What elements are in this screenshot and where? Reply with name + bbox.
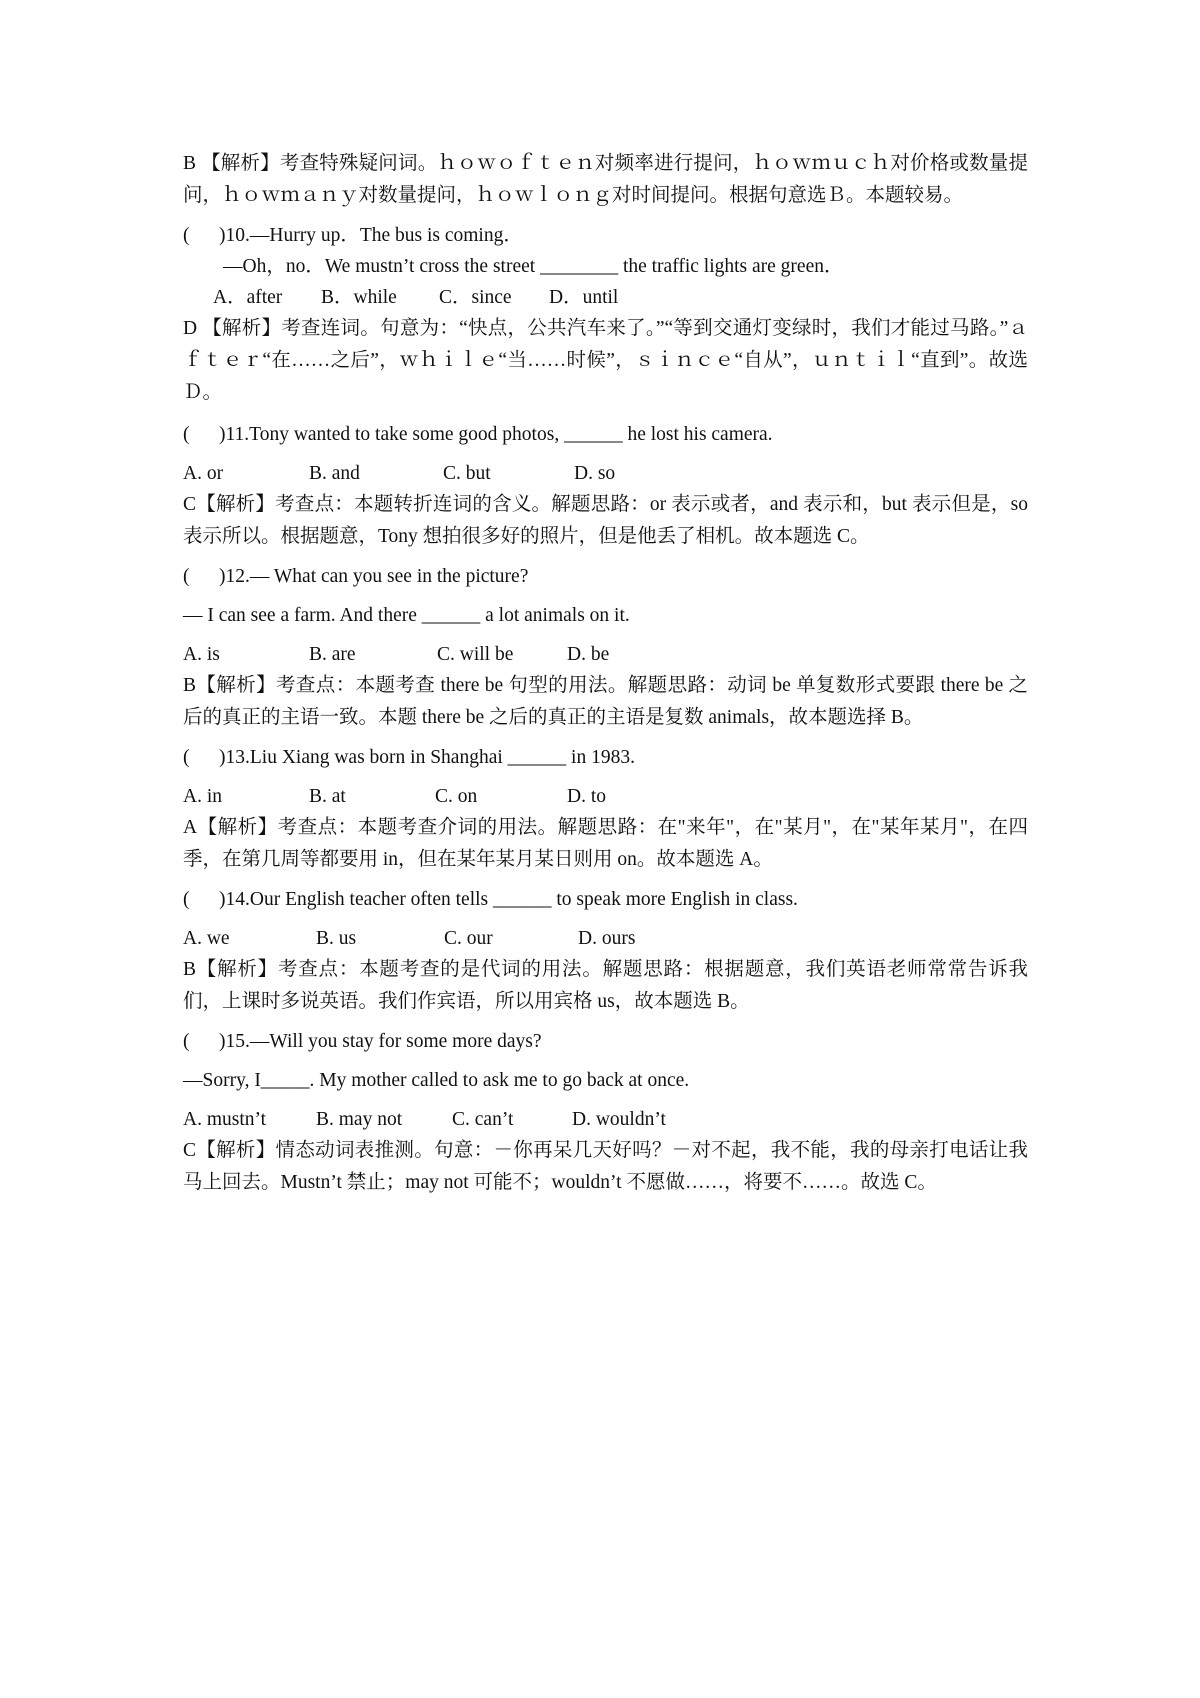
q11-options: [183, 458, 1028, 489]
q14-answer-paren: (: [183, 889, 190, 910]
q11-option-c: C. but: [443, 463, 491, 484]
q15-answer-paren: (: [183, 1031, 190, 1052]
q14-explanation: B【解析】考查点：本题考查的是代词的用法。解题思路：根据题意，我们英语老师常常告诉我们，上课时多说英语。我们作宾语，所以用宾格 us，故本题选 B。: [183, 959, 1028, 1012]
q13-option-c: C. on: [435, 786, 478, 807]
q13-stem: )13.Liu Xiang was born in Shanghai ______ in 1983.: [219, 747, 635, 768]
q10-line2: —Oh，no．We mustn’t cross the street ________ the traffic lights are green．: [223, 256, 844, 277]
q13-stem-line: [183, 742, 1028, 773]
q13-option-d: D. to: [567, 786, 606, 807]
q10-answer-paren: (: [183, 225, 190, 246]
q12-explanation: B【解析】考查点：本题考查 there be 句型的用法。解题思路：动词 be 单复数形式要跟 there be 之后的真正的主语一致。本题 there be 之后的真正的主语是复数 animals，故本题选择 B。: [183, 675, 1028, 728]
q11-stem: )11.Tony wanted to take some good photos, ______ he lost his camera.: [219, 424, 773, 445]
q15-option-c: C. can’t: [452, 1109, 514, 1130]
q9-explanation: B 【解析】考查特殊疑问词。ｈｏｗｏｆｔｅｎ对频率进行提问，ｈｏｗｍｕｃｈ对价格或数量提问，ｈｏｗｍａｎｙ对数量提问，ｈｏｗｌｏｎｇ对时间提问。根据句意选Ｂ。本题较易。: [183, 153, 1028, 206]
q12-line2: — I can see a farm. And there ______ a lot animals on it.: [183, 605, 630, 626]
q13-option-a: A. in: [183, 786, 222, 807]
q12-stem: )12.— What can you see in the picture?: [219, 566, 529, 587]
q10-option-b: B．while: [321, 287, 397, 308]
q11-explanation: C【解析】考查点：本题转折连词的含义。解题思路：or 表示或者，and 表示和，but 表示但是，so 表示所以。根据题意，Tony 想拍很多好的照片，但是他丢了相机。故本题选 C。: [183, 494, 1028, 547]
q15-stem-line: [183, 1026, 1028, 1057]
q15-option-b: B. may not: [316, 1109, 403, 1130]
q13-answer-paren: (: [183, 747, 190, 768]
q12-answer-paren: (: [183, 566, 190, 587]
q15-explanation: C【解析】情态动词表推测。句意：－你再呆几天好吗？－对不起，我不能，我的母亲打电话让我马上回去。Mustn’t 禁止；may not 可能不；wouldn’t 不愿做……，将要不……。故选 C。: [183, 1140, 1028, 1193]
q12-option-b: B. are: [309, 644, 356, 665]
q11-option-b: B. and: [309, 463, 360, 484]
q11-stem-line: [183, 419, 1028, 450]
q12-stem-line: [183, 561, 1028, 592]
q10-explanation: D 【解析】考查连词。句意为：“快点，公共汽车来了。”“等到交通灯变绿时，我们才能过马路。”ａｆｔｅｒ“在……之后”，ｗｈｉｌｅ“当……时候”，ｓｉｎｃｅ“自从”，ｕｎｔｉｌ“直到”。故选Ｄ。: [183, 318, 1028, 403]
q14-option-a: A. we: [183, 928, 230, 949]
q14-options: [183, 923, 1028, 954]
q10-stem-line: [183, 220, 1028, 251]
q13-option-b: B. at: [309, 786, 346, 807]
q14-option-d: D. ours: [578, 928, 636, 949]
q15-options: [183, 1104, 1028, 1135]
q14-option-b: B. us: [316, 928, 357, 949]
q14-stem: )14.Our English teacher often tells ______ to speak more English in class.: [219, 889, 798, 910]
q10-options: [183, 282, 1028, 313]
q13-explanation: A【解析】考查点：本题考查介词的用法。解题思路：在"来年"，在"某月"，在"某年某月"，在四季，在第几周等都要用 in，但在某年某月某日则用 on。故本题选 A。: [183, 817, 1028, 870]
q14-option-c: C. our: [444, 928, 493, 949]
q13-options: [183, 781, 1028, 812]
q15-line2: —Sorry, I_____. My mother called to ask me to go back at once.: [183, 1070, 690, 1091]
q15-option-d: D. wouldn’t: [572, 1109, 666, 1130]
q12-option-a: A. is: [183, 644, 220, 665]
q12-options: [183, 639, 1028, 670]
q10-option-d: D．until: [549, 287, 619, 308]
q15-option-a: A. mustn’t: [183, 1109, 267, 1130]
q11-answer-paren: (: [183, 424, 190, 445]
q12-option-d: D. be: [567, 644, 610, 665]
q10-stem: )10.—Hurry up．The bus is coming．: [219, 225, 523, 246]
q14-stem-line: [183, 884, 1028, 915]
q11-option-a: A. or: [183, 463, 224, 484]
worksheet-content: [183, 148, 1028, 1199]
q10-option-c: C．since: [439, 287, 512, 308]
q15-stem: )15.—Will you stay for some more days?: [219, 1031, 542, 1052]
q11-option-d: D. so: [574, 463, 616, 484]
q10-option-a: A．after: [213, 287, 283, 308]
q12-option-c: C. will be: [437, 644, 514, 665]
